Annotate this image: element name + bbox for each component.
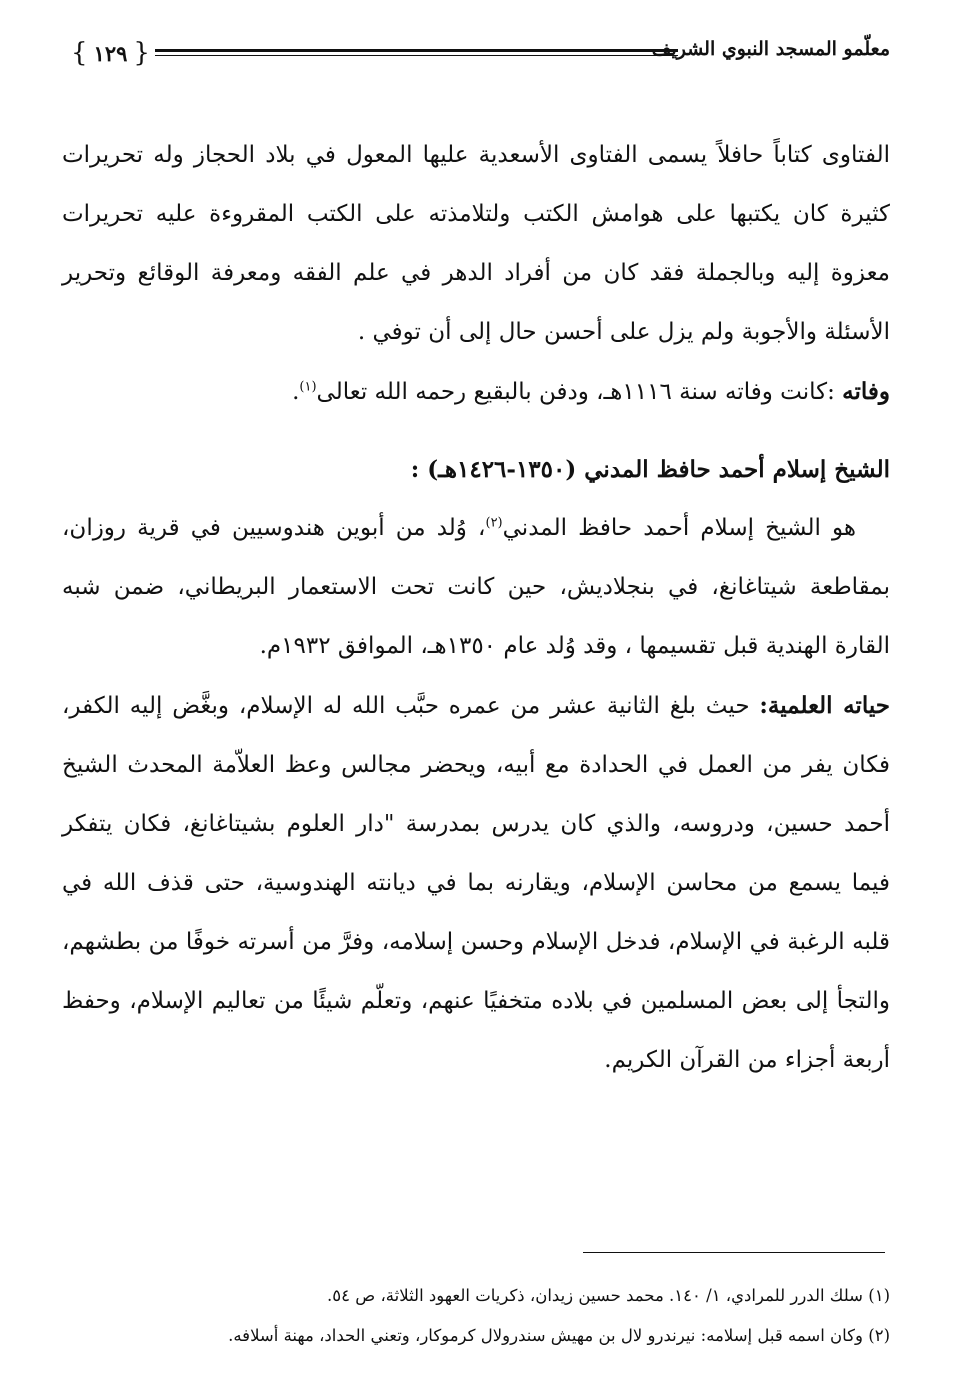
footnotes xyxy=(62,1276,890,1356)
page-number xyxy=(65,34,156,72)
running-header xyxy=(55,30,890,86)
footnote-ref-1: (١) xyxy=(299,379,317,395)
life-label: حياته العلمية: xyxy=(759,692,890,719)
paragraph-life xyxy=(62,676,890,1090)
page-number-value: ١٢٩ xyxy=(93,40,128,66)
footnote-1: (١) سلك الدرر للمرادي، ١/ ١٤٠. محمد حسين زيدان، ذكريات العهود الثلاثة، ص ٥٤. xyxy=(327,1286,890,1305)
paragraph-bio xyxy=(62,499,890,676)
footnote-2: (٢) وكان اسمه قبل إسلامه: نيرندرو لال بن مهيش سندرولال كرموكار، وتعني الحداد، مهنة أسلافه. xyxy=(228,1326,890,1345)
paragraph-fatawa: الفتاوى كتاباً حافلاً يسمى الفتاوى الأسعدية عليها المعول في بلاد الحجاز وله تحريرات كثيرة كان يكتبها على هوامش الكتب ولتلامذته على الكتب المقروءة عليه تحريرات معزوة إليه وبالجملة فقد كان من أفراد الدهر في علم الفقه ومعرفة الوقائع وتحرير الأسئلة والأجوبة ولم يزل على أحسن حال إلى أن توفي . xyxy=(62,142,890,345)
close-brace: } xyxy=(71,38,88,68)
paragraph-death xyxy=(62,362,890,422)
header-title: معلّمو المسجد النبوي الشريف xyxy=(651,38,890,60)
death-label: وفاته xyxy=(842,378,890,405)
body-text xyxy=(62,126,890,1090)
footnote-separator xyxy=(583,1252,885,1253)
footnote-ref-2: (٢) xyxy=(485,515,503,531)
life-text: حيث بلغ الثانية عشر من عمره حبَّب الله له الإسلام، وبغَّض إليه الكفر، فكان يفر من العمل في الحدادة مع أبيه، ويحضر مجالس وعظ العلاّمة المحدث الشيخ أحمد حسين، ودروسه، والذي كان يدرس بمدرسة "دار العلوم بشيتاغانغ، فكان يتفكر فيما يسمع من محاسن الإسلام، ويقارنه بما في ديانته الهندوسية، حتى قذف الله في قلبه الرغبة في الإسلام، فدخل الإسلام وحسن إسلامه، وفرَّ من أسرته خوفًا من بطشهم، والتجأ إلى بعض المسلمين في بلاده متخفيًا عنهم، وتعلّم شيئًا من تعاليم الإسلام، وحفظ أربعة أجزاء من القرآن الكريم. xyxy=(62,693,890,1073)
death-text: :كانت وفاته سنة ١١١٦هـ، ودفن بالبقيع رحمه الله تعالى xyxy=(316,379,835,405)
bio-start: هو الشيخ إسلام أحمد حافظ المدني xyxy=(502,515,857,541)
header-rule xyxy=(155,49,678,56)
open-brace: { xyxy=(133,38,150,68)
death-end: . xyxy=(292,379,300,405)
bio-rest: ، وُلد من أبوين هندوسيين في قرية روزان، بمقاطعة شيتاغانغ، في بنجلاديش، حين كانت تحت الاستعمار البريطاني، ضمن شبه القارة الهندية قبل تقسيمها ، وقد وُلد عام ١٣٥٠هـ، الموافق ١٩٣٢م. xyxy=(62,515,890,659)
section-title: الشيخ إسلام أحمد حافظ المدني (١٣٥٠-١٤٢٦هـ) : xyxy=(410,456,890,483)
